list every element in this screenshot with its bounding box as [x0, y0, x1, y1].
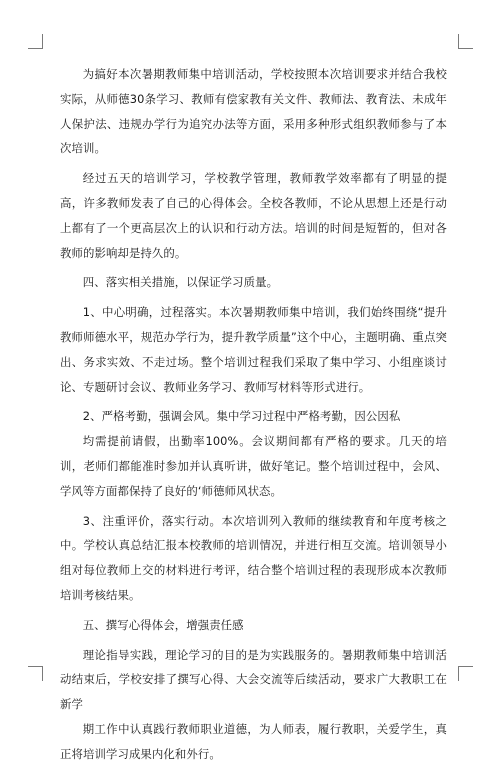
- paragraph-item-3: 3、注重评价，落实行动。本次培训列入教师的继续教育和年度考核之中。学校认真总结汇报本校教师的培训情况，并进行相互交流。培训领导小组对每位教师上交的材料进行考评，结合整个培训过程的表现形成本次教师培训考核结果。: [60, 513, 447, 602]
- paragraph-item-1: 1、中心明确，过程落实。本次暑期教师集中培训，我们始终围绕“提升教师师德水平，规范办学行为，提升教学质量”这个中心，主题明确、重点突出、务求实效、不走过场。整个培训过程我们采取了集中学习、小组座谈讨论、专题研讨会议、教师业务学习、教师写材料等形式进行。: [60, 305, 447, 394]
- paragraph-item-2: 2、严格考勤，强调会风。集中学习过程中严格考勤，因公因私: [82, 409, 401, 424]
- paragraph-results: 经过五天的培训学习，学校教学管理，教师教学效率都有了明显的提高，许多教师发表了自己的心得体会。全校各教师，不论从思想上还是行动上都有了一个更高层次上的认识和行动方法。培训的时间是短暂的，但对各教师的影响却是持久的。: [60, 171, 447, 260]
- crop-mark-top-right: [458, 34, 473, 49]
- paragraph-theory: 理论指导实践，理论学习的目的是为实践服务的。暑期教师集中培训活动结束后，学校安排了撰写心得、大会交流等后续活动，要求广大教职工在新学: [60, 647, 447, 712]
- document-body: [60, 62, 447, 767]
- section-heading-four: 四、落实相关措施，以保证学习质量。: [82, 275, 279, 290]
- section-heading-five: 五、撰写心得体会，增强责任感: [82, 617, 244, 632]
- crop-mark-top-left: [28, 34, 43, 49]
- paragraph-item-2-continued: 均需提前请假，出勤率100%。会议期间都有严格的要求。几天的培训，老师们都能准时参加并认真听讲，做好笔记。整个培训过程中，会风、学风等方面都保持了良好的‘师德师风状态。: [60, 434, 447, 498]
- crop-mark-bottom-right: [458, 666, 473, 681]
- crop-mark-bottom-left: [28, 666, 43, 681]
- paragraph-theory-continued: 期工作中认真践行教师职业道德，为人师表，履行教职，关爱学生，真正将培训学习成果内化和外行。: [60, 721, 447, 761]
- paragraph-intro: 为搞好本次暑期教师集中培训活动，学校按照本次培训要求并结合我校实际，从师德30条学习、教师有偿家教有关文件、教师法、教育法、未成年人保护法、违规办学行为追究办法等方面，采用多种形式组织教师参与了本次培训。: [60, 67, 447, 156]
